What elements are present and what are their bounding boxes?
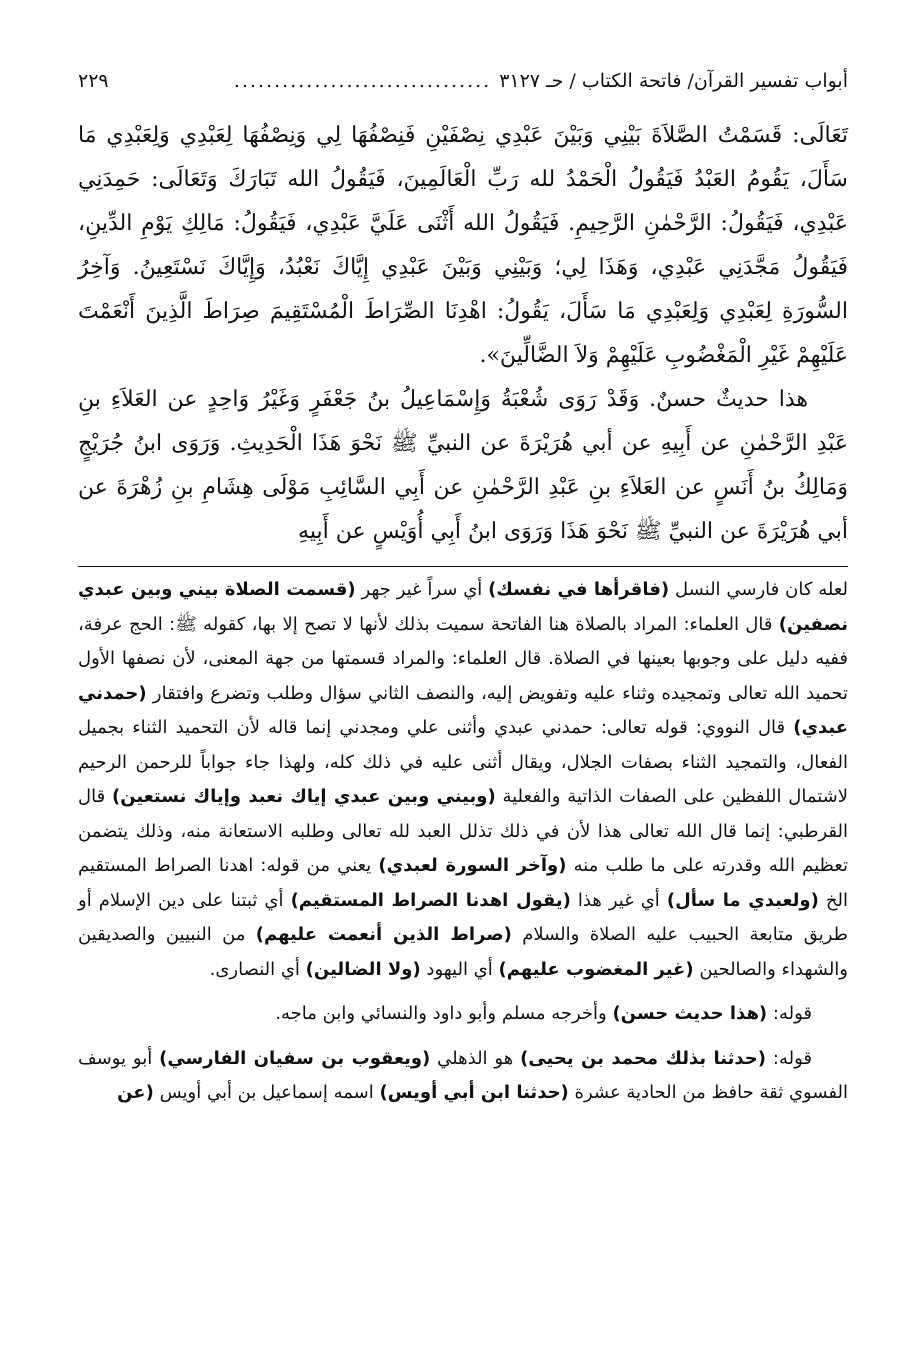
header-leader-dots: ................................ xyxy=(233,70,492,92)
commentary-text: قوله: xyxy=(767,1003,812,1024)
hadith-main-text xyxy=(78,114,848,554)
bold-quoted-phrase: (عن xyxy=(117,1082,154,1103)
commentary-text: أي سراً غير جهر xyxy=(355,579,489,600)
running-header xyxy=(78,70,848,110)
footnote-divider xyxy=(78,566,848,567)
bold-quoted-phrase: (صراط الذين أنعمت عليهم) xyxy=(255,924,512,945)
commentary-text: قوله: xyxy=(766,1047,812,1069)
bold-quoted-phrase: (ولا الضالين) xyxy=(305,958,421,980)
bold-quoted-phrase: (فاقرأها في نفسك) xyxy=(488,579,670,600)
bold-quoted-phrase: (يقول اهدنا الصراط المستقيم) xyxy=(290,889,571,911)
commentary-text: قال العلماء: المراد بالصلاة هنا الفاتحة سميت بذلك لأنها لا تصح إلا بها، كقوله ﷺ: الحج عرفة، ففيه دليل على وجوبها بعينها في الصلاة. قال العلماء: والمراد قسمتها من جهة المعنى، لأن نصفها الأول تحميد الله تعالى وتمجيده وثناء عليه وتفويض إليه، والنصف الثاني سؤال وطلب وتضرع وافتقار xyxy=(78,613,848,704)
commentary-text: من النبيين والصديقين والشهداء والصالحين xyxy=(78,924,848,980)
hadith-paragraph-1: تَعَالَى: قَسَمْتُ الصَّلاَةَ بَيْنِي وَبَيْنَ عَبْدِي نِصْفَيْنِ فَنِصْفُهَا لِي وَنِصْفُهَا لِعَبْدِي وَلِعَبْدِي مَا سَأَلَ، يَقُومُ العَبْدُ فَيَقُولُ الْحَمْدُ لله رَبِّ الْعَالَمِينَ، فَيَقُولُ الله تَبَارَكَ وَتَعَالَى: حَمِدَنِي عَبْدِي، فَيَقُولُ: الرَّحْمٰنِ الرَّحِيمِ. فَيَقُولُ الله أَثْنَى عَلَيَّ عَبْدِي، فَيَقُولُ: مَالِكِ يَوْمِ الدِّينِ، فَيَقُولُ مَجَّدَنِي عَبْدِي، وَهَذَا لِي؛ وَبَيْنِي وَبَيْنَ عَبْدِي إِيَّاكَ نَعْبُدُ، وَإِيَّاكَ نَسْتَعِينُ. وَآخِرُ السُّورَةِ لِعَبْدِي وَلِعَبْدِي مَا سَأَلَ، يَقُولُ: اهْدِنَا الصِّرَاطَ الْمُسْتَقِيمَ صِرَاطَ الَّذِينَ أَنْعَمْتَ عَلَيْهِمْ غَيْرِ الْمَغْضُوبِ عَلَيْهِمْ وَلاَ الضَّالِّينَ». xyxy=(78,123,848,368)
commentary-text: يعني من قوله: اهدنا الصراط المستقيم الخ xyxy=(78,855,848,911)
commentary-text: هو الذهلي xyxy=(430,1047,521,1069)
page-number: ٢٢٩ xyxy=(78,70,109,92)
commentary-text: أي النصارى. xyxy=(209,958,306,980)
commentary-text: أي ثبتنا على دين الإسلام أو طريق متابعة الحبيب عليه الصلاة والسلام xyxy=(78,889,848,945)
bold-quoted-phrase: (حمدني عبدي) xyxy=(78,682,848,738)
bold-quoted-phrase: (وآخر السورة لعبدي) xyxy=(378,855,567,876)
commentary-text: قال النووي: قوله تعالى: حمدني عبدي وأثنى علي ومجدني إنما قاله لأن التحميد الثناء بجميل الفعال، والتمجيد الثناء بصفات الجلال، ويقال أثنى عليه في ذلك كله، ولهذا جاء جواباً للرحمن الرحيم لاشتمال اللفظين على الصفات الذاتية والفعلية xyxy=(78,717,848,807)
bold-quoted-phrase: (غير المغضوب عليهم) xyxy=(498,958,694,980)
commentary-text: أي اليهود xyxy=(420,958,499,980)
bold-quoted-phrase: (حدثنا بذلك محمد بن يحيى) xyxy=(520,1047,767,1069)
bold-quoted-phrase: (هذا حديث حسن) xyxy=(612,1003,768,1024)
commentary-text: وأخرجه مسلم وأبو داود والنسائي وابن ماجه. xyxy=(275,1003,613,1024)
hadith-paragraph-2: هذا حديثٌ حسنٌ. وَقَدْ رَوَى شُعْبَةُ وَإِسْمَاعِيلُ بنُ جَعْفَرٍ وَغَيْرُ وَاحِدٍ عن العَلاَءِ بنِ عَبْدِ الرَّحْمٰنِ عن أَبِيهِ عن أبي هُرَيْرَةَ عن النبيِّ ﷺ نَحْوَ هَذَا الْحَدِيثِ. وَرَوَى ابنُ جُرَيْجٍ وَمَالِكُ بنُ أَنَسٍ عن العَلاَءِ بنِ عَبْدِ الرَّحْمٰنِ عن أَبِي السَّائِبِ مَوْلَى هِشَامِ بنِ زُهْرَةَ عن أبي هُرَيْرَةَ عن النبيِّ ﷺ نَحْوَ هَذَا وَرَوَى ابنُ أَبِي أُوَيْسٍ عن أَبِيهِ xyxy=(78,387,848,544)
bold-quoted-phrase: (ويعقوب بن سفيان الفارسي) xyxy=(159,1047,431,1069)
commentary-text: لعله كان فارسي النسل xyxy=(669,579,849,600)
bold-quoted-phrase: (وبيني وبين عبدي إياك نعبد وإياك نستعين) xyxy=(111,786,496,807)
commentary-text: أي غير هذا xyxy=(570,889,667,911)
commentary-section xyxy=(78,573,848,1111)
bold-quoted-phrase: (قسمت الصلاة بيني وبين عبدي نصفين) xyxy=(78,579,848,635)
bold-quoted-phrase: (ولعبدي ما سأل) xyxy=(666,889,819,911)
bold-quoted-phrase: (حدثنا ابن أبي أويس) xyxy=(379,1082,569,1103)
commentary-paragraph-1 xyxy=(78,573,848,987)
document-page xyxy=(78,70,848,1340)
commentary-paragraph-3 xyxy=(78,1042,848,1111)
commentary-text: اسمه إسماعيل بن أبي أويس xyxy=(153,1082,380,1103)
header-title: أبواب تفسير القرآن/ فاتحة الكتاب / حـ ٣١٢٧ xyxy=(499,70,848,92)
commentary-paragraph-2 xyxy=(78,997,848,1032)
commentary-text: قال القرطبي: إنما قال الله تعالى هذا لأن في ذلك تذلل العبد لله تعالى وطلبه الاستعانة منه، وذلك يتضمن تعظيم الله وقدرته على ما طلب منه xyxy=(78,786,848,876)
commentary-text: أبو يوسف الفسوي ثقة حافظ من الحادية عشرة xyxy=(78,1047,848,1103)
